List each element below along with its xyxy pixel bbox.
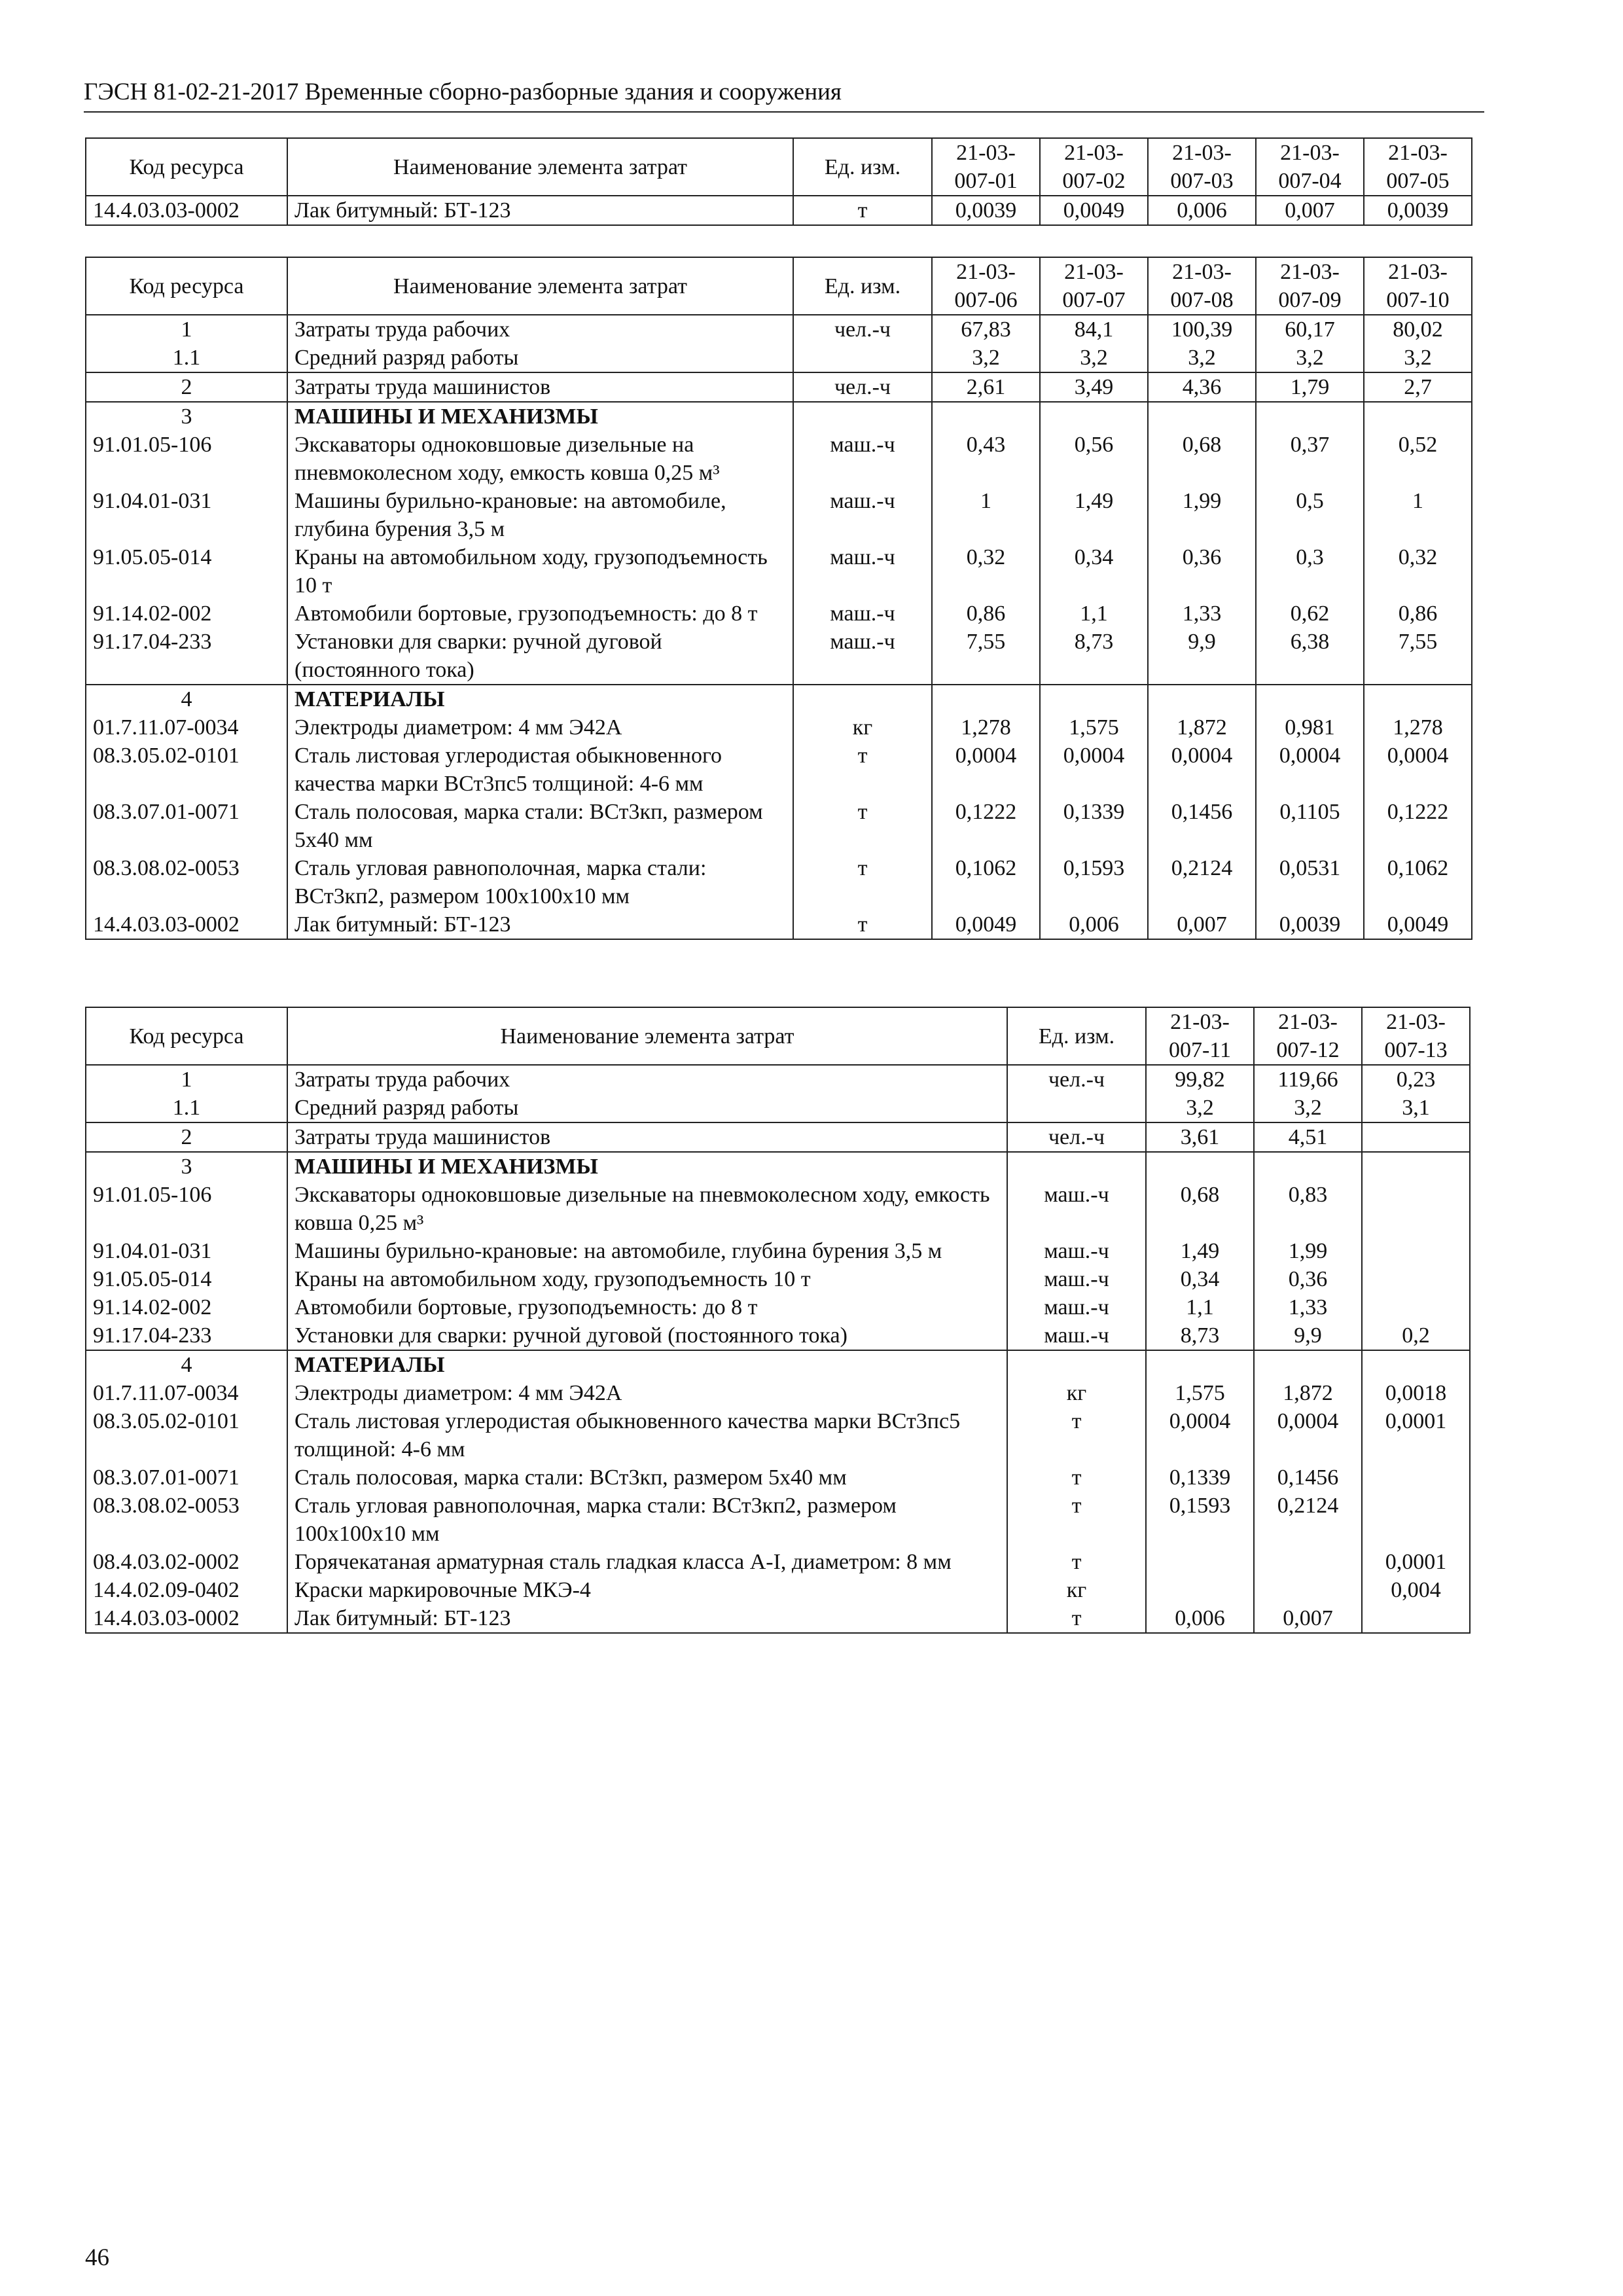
resource-name-cell: Сталь угловая равнополочная, марка стали: ВСт3кп2, размером 100х100х10 мм	[287, 854, 793, 910]
value-cell: 0,1222	[932, 798, 1040, 854]
resource-name-cell: Сталь листовая углеродистая обыкновенного качества марки ВСт3пс5 толщиной: 4-6 мм	[287, 742, 793, 798]
value-cell: 0,0001	[1362, 1407, 1470, 1463]
value-cell: 3,2	[1254, 1094, 1362, 1122]
value-cell: 1,1	[1146, 1293, 1254, 1321]
col-header-code: Код ресурса	[86, 257, 287, 315]
resource-code-cell: 91.04.01-031	[86, 487, 287, 543]
col-header-norm-code: 21-03- 007-11	[1146, 1007, 1254, 1065]
value-cell: 0,0039	[1256, 910, 1364, 939]
value-cell: 0,0049	[1364, 910, 1472, 939]
unit-cell: кг	[1007, 1379, 1146, 1407]
unit-cell: маш.-ч	[1007, 1181, 1146, 1237]
value-cell	[1362, 1265, 1470, 1293]
table-row	[86, 713, 1472, 742]
col-header-unit: Ед. изм.	[793, 138, 932, 196]
col-header-norm-code: 21-03- 007-05	[1364, 138, 1472, 196]
value-cell	[1146, 1548, 1254, 1576]
table-row	[86, 1548, 1470, 1576]
col-header-name: Наименование элемента затрат	[287, 1007, 1007, 1065]
resource-name-cell: Машины бурильно-крановые: на автомобиле, глубина бурения 3,5 м	[287, 487, 793, 543]
value-cell: 9,9	[1148, 628, 1256, 685]
resource-code-cell: 08.3.05.02-0101	[86, 1407, 287, 1463]
value-cell: 2,61	[932, 372, 1040, 402]
table-row	[86, 1463, 1470, 1492]
value-cell: 119,66	[1254, 1065, 1362, 1094]
col-header-norm-code: 21-03- 007-02	[1040, 138, 1148, 196]
value-cell	[1364, 402, 1472, 431]
value-cell: 3,2	[1146, 1094, 1254, 1122]
col-header-norm-code: 21-03- 007-04	[1256, 138, 1364, 196]
table-row	[86, 402, 1472, 431]
value-cell: 0,1062	[1364, 854, 1472, 910]
value-cell: 6,38	[1256, 628, 1364, 685]
value-cell: 9,9	[1254, 1321, 1362, 1350]
unit-cell: маш.-ч	[1007, 1293, 1146, 1321]
value-cell: 4,51	[1254, 1122, 1362, 1152]
col-header-unit: Ед. изм.	[1007, 1007, 1146, 1065]
value-cell: 0,0004	[1146, 1407, 1254, 1463]
resource-code-cell: 08.3.07.01-0071	[86, 798, 287, 854]
table-row	[86, 1293, 1470, 1321]
value-cell: 0,83	[1254, 1181, 1362, 1237]
value-cell: 0,0049	[932, 910, 1040, 939]
table-row	[86, 487, 1472, 543]
value-cell: 0,1339	[1040, 798, 1148, 854]
value-cell	[1362, 1492, 1470, 1548]
resource-name-cell: Сталь полосовая, марка стали: ВСт3кп, размером 5х40 мм	[287, 1463, 1007, 1492]
table-row	[86, 685, 1472, 713]
value-cell: 60,17	[1256, 315, 1364, 344]
value-cell: 8,73	[1146, 1321, 1254, 1350]
value-cell: 1,99	[1148, 487, 1256, 543]
value-cell: 0,1456	[1254, 1463, 1362, 1492]
value-cell	[1040, 685, 1148, 713]
resource-name-cell: Краны на автомобильном ходу, грузоподъемность 10 т	[287, 543, 793, 600]
resource-name-cell: Средний разряд работы	[287, 1094, 1007, 1122]
resource-name-cell: Электроды диаметром: 4 мм Э42А	[287, 1379, 1007, 1407]
table-row	[86, 1576, 1470, 1604]
value-cell	[1146, 1576, 1254, 1604]
value-cell	[1148, 685, 1256, 713]
value-cell: 1,575	[1146, 1379, 1254, 1407]
unit-cell: т	[1007, 1604, 1146, 1633]
table-row	[86, 1350, 1470, 1379]
value-cell: 3,1	[1362, 1094, 1470, 1122]
value-cell: 99,82	[1146, 1065, 1254, 1094]
resource-code-cell: 91.05.05-014	[86, 1265, 287, 1293]
resource-name-cell: Сталь угловая равнополочная, марка стали: ВСт3кп2, размером 100х100х10 мм	[287, 1492, 1007, 1548]
table-row	[86, 431, 1472, 487]
resource-code-cell: 91.01.05-106	[86, 1181, 287, 1237]
value-cell: 0,1222	[1364, 798, 1472, 854]
value-cell	[1040, 402, 1148, 431]
value-cell: 0,0001	[1362, 1548, 1470, 1576]
value-cell: 0,32	[932, 543, 1040, 600]
resource-name-cell: Установки для сварки: ручной дуговой (постоянного тока)	[287, 628, 793, 685]
table-row	[86, 1604, 1470, 1633]
value-cell: 67,83	[932, 315, 1040, 344]
resource-name-cell: Затраты труда машинистов	[287, 1122, 1007, 1152]
resource-code-cell: 1.1	[86, 1094, 287, 1122]
value-cell	[932, 685, 1040, 713]
value-cell	[1362, 1122, 1470, 1152]
value-cell: 0,0004	[1148, 742, 1256, 798]
resource-code-cell: 91.14.02-002	[86, 1293, 287, 1321]
value-cell: 3,2	[1364, 344, 1472, 372]
resource-name-cell: Лак битумный: БТ-123	[287, 910, 793, 939]
resource-code-cell: 2	[86, 1122, 287, 1152]
value-cell: 8,73	[1040, 628, 1148, 685]
value-cell	[1362, 1350, 1470, 1379]
resource-code-cell: 91.17.04-233	[86, 1321, 287, 1350]
resource-name-cell: Лак битумный: БТ-123	[287, 1604, 1007, 1633]
resource-code-cell: 4	[86, 1350, 287, 1379]
table-row	[86, 742, 1472, 798]
value-cell: 0,0004	[1256, 742, 1364, 798]
value-cell	[1146, 1152, 1254, 1181]
value-cell: 1,575	[1040, 713, 1148, 742]
value-cell: 1	[1364, 487, 1472, 543]
value-cell: 0,86	[932, 600, 1040, 628]
value-cell: 7,55	[932, 628, 1040, 685]
value-cell: 0,56	[1040, 431, 1148, 487]
resource-code-cell: 1	[86, 1065, 287, 1094]
table-row	[86, 600, 1472, 628]
resource-code-cell: 08.3.08.02-0053	[86, 854, 287, 910]
resource-code-cell: 91.17.04-233	[86, 628, 287, 685]
value-cell: 3,49	[1040, 372, 1148, 402]
unit-cell: чел.-ч	[1007, 1065, 1146, 1094]
value-cell: 3,2	[932, 344, 1040, 372]
resource-name-cell: Экскаваторы одноковшовые дизельные на пневмоколесном ходу, емкость ковша 0,25 м³	[287, 1181, 1007, 1237]
value-cell	[1148, 402, 1256, 431]
resource-name-cell: МАШИНЫ И МЕХАНИЗМЫ	[287, 1152, 1007, 1181]
value-cell: 4,36	[1148, 372, 1256, 402]
resource-name-cell: МАТЕРИАЛЫ	[287, 1350, 1007, 1379]
col-header-norm-code: 21-03- 007-06	[932, 257, 1040, 315]
value-cell: 3,2	[1148, 344, 1256, 372]
value-cell: 0,2	[1362, 1321, 1470, 1350]
table-row	[86, 1122, 1470, 1152]
value-cell: 0,1339	[1146, 1463, 1254, 1492]
resource-code-cell: 08.3.07.01-0071	[86, 1463, 287, 1492]
table-row	[86, 1407, 1470, 1463]
value-cell: 0,1456	[1148, 798, 1256, 854]
value-cell: 80,02	[1364, 315, 1472, 344]
resource-table-2	[85, 257, 1472, 940]
value-cell: 3,61	[1146, 1122, 1254, 1152]
resource-code-cell: 08.3.05.02-0101	[86, 742, 287, 798]
value-cell: 0,007	[1256, 196, 1364, 225]
table-row	[86, 315, 1472, 344]
unit-cell: т	[1007, 1407, 1146, 1463]
value-cell: 0,68	[1148, 431, 1256, 487]
unit-cell: т	[793, 742, 932, 798]
table-row	[86, 1379, 1470, 1407]
table-row	[86, 854, 1472, 910]
value-cell: 0,0531	[1256, 854, 1364, 910]
value-cell: 1,49	[1040, 487, 1148, 543]
col-header-norm-code: 21-03- 007-09	[1256, 257, 1364, 315]
resource-code-cell: 3	[86, 1152, 287, 1181]
value-cell	[1254, 1548, 1362, 1576]
resource-code-cell: 01.7.11.07-0034	[86, 1379, 287, 1407]
value-cell: 0,0049	[1040, 196, 1148, 225]
resource-name-cell: МАТЕРИАЛЫ	[287, 685, 793, 713]
resource-code-cell: 08.4.03.02-0002	[86, 1548, 287, 1576]
unit-cell: чел.-ч	[1007, 1122, 1146, 1152]
value-cell: 0,37	[1256, 431, 1364, 487]
value-cell: 1,278	[1364, 713, 1472, 742]
unit-cell	[793, 344, 932, 372]
value-cell: 0,006	[1146, 1604, 1254, 1633]
col-header-norm-code: 21-03- 007-01	[932, 138, 1040, 196]
col-header-unit: Ед. изм.	[793, 257, 932, 315]
table-row	[86, 910, 1472, 939]
resource-name-cell: Сталь полосовая, марка стали: ВСт3кп, размером 5х40 мм	[287, 798, 793, 854]
value-cell: 0,0039	[1364, 196, 1472, 225]
value-cell	[1254, 1152, 1362, 1181]
table-row	[86, 1492, 1470, 1548]
unit-cell: чел.-ч	[793, 372, 932, 402]
unit-cell: маш.-ч	[793, 487, 932, 543]
resource-code-cell: 91.14.02-002	[86, 600, 287, 628]
resource-code-cell: 1	[86, 315, 287, 344]
value-cell	[1362, 1152, 1470, 1181]
table-row	[86, 1152, 1470, 1181]
table-row	[86, 543, 1472, 600]
value-cell: 0,004	[1362, 1576, 1470, 1604]
value-cell: 1,33	[1148, 600, 1256, 628]
col-header-norm-code: 21-03- 007-03	[1148, 138, 1256, 196]
value-cell: 0,32	[1364, 543, 1472, 600]
unit-cell: т	[1007, 1463, 1146, 1492]
unit-cell: кг	[793, 713, 932, 742]
value-cell: 0,0004	[1254, 1407, 1362, 1463]
resource-code-cell: 14.4.02.09-0402	[86, 1576, 287, 1604]
value-cell: 0,007	[1254, 1604, 1362, 1633]
resource-name-cell: Краны на автомобильном ходу, грузоподъемность 10 т	[287, 1265, 1007, 1293]
unit-cell: т	[793, 196, 932, 225]
table-row	[86, 628, 1472, 685]
value-cell: 1,872	[1148, 713, 1256, 742]
unit-cell: маш.-ч	[793, 543, 932, 600]
value-cell: 0,1593	[1146, 1492, 1254, 1548]
value-cell	[1362, 1237, 1470, 1265]
value-cell	[1146, 1350, 1254, 1379]
col-header-name: Наименование элемента затрат	[287, 138, 793, 196]
unit-cell: кг	[1007, 1576, 1146, 1604]
unit-cell: маш.-ч	[793, 431, 932, 487]
unit-cell: т	[793, 854, 932, 910]
resource-name-cell: Автомобили бортовые, грузоподъемность: до 8 т	[287, 600, 793, 628]
value-cell: 1,33	[1254, 1293, 1362, 1321]
value-cell: 3,2	[1256, 344, 1364, 372]
value-cell: 1,49	[1146, 1237, 1254, 1265]
value-cell: 0,1593	[1040, 854, 1148, 910]
resource-name-cell: Затраты труда рабочих	[287, 315, 793, 344]
table-row	[86, 1065, 1470, 1094]
value-cell	[1362, 1293, 1470, 1321]
table-row	[86, 1094, 1470, 1122]
value-cell	[1254, 1350, 1362, 1379]
unit-cell: т	[793, 910, 932, 939]
resource-code-cell: 91.04.01-031	[86, 1237, 287, 1265]
value-cell: 0,0004	[1364, 742, 1472, 798]
col-header-name: Наименование элемента затрат	[287, 257, 793, 315]
resource-code-cell: 91.05.05-014	[86, 543, 287, 600]
value-cell: 0,34	[1040, 543, 1148, 600]
value-cell: 7,55	[1364, 628, 1472, 685]
value-cell: 0,007	[1148, 910, 1256, 939]
table-row	[86, 196, 1472, 225]
value-cell: 0,2124	[1148, 854, 1256, 910]
value-cell: 100,39	[1148, 315, 1256, 344]
resource-code-cell: 91.01.05-106	[86, 431, 287, 487]
unit-cell	[1007, 1094, 1146, 1122]
resource-name-cell: Горячекатаная арматурная сталь гладкая класса А-I, диаметром: 8 мм	[287, 1548, 1007, 1576]
resource-name-cell: Средний разряд работы	[287, 344, 793, 372]
resource-code-cell: 14.4.03.03-0002	[86, 910, 287, 939]
resource-name-cell: Установки для сварки: ручной дуговой (постоянного тока)	[287, 1321, 1007, 1350]
unit-cell	[793, 685, 932, 713]
value-cell: 0,0004	[932, 742, 1040, 798]
col-header-norm-code: 21-03- 007-12	[1254, 1007, 1362, 1065]
resource-name-cell: Затраты труда машинистов	[287, 372, 793, 402]
value-cell	[1256, 685, 1364, 713]
table-row	[86, 1265, 1470, 1293]
table-row	[86, 798, 1472, 854]
unit-cell: маш.-ч	[1007, 1237, 1146, 1265]
value-cell: 0,0039	[932, 196, 1040, 225]
resource-code-cell: 08.3.08.02-0053	[86, 1492, 287, 1548]
resource-code-cell: 01.7.11.07-0034	[86, 713, 287, 742]
table-row	[86, 344, 1472, 372]
value-cell: 0,1105	[1256, 798, 1364, 854]
unit-cell: маш.-ч	[1007, 1265, 1146, 1293]
value-cell: 1,278	[932, 713, 1040, 742]
value-cell: 0,52	[1364, 431, 1472, 487]
value-cell: 0,0004	[1040, 742, 1148, 798]
resource-name-cell: Экскаваторы одноковшовые дизельные на пневмоколесном ходу, емкость ковша 0,25 м³	[287, 431, 793, 487]
value-cell: 0,36	[1148, 543, 1256, 600]
value-cell: 0,006	[1148, 196, 1256, 225]
value-cell: 0,34	[1146, 1265, 1254, 1293]
resource-name-cell: Краски маркировочные МКЭ-4	[287, 1576, 1007, 1604]
page-number: 46	[85, 2244, 109, 2271]
resource-name-cell: МАШИНЫ И МЕХАНИЗМЫ	[287, 402, 793, 431]
unit-cell	[1007, 1152, 1146, 1181]
value-cell: 84,1	[1040, 315, 1148, 344]
resource-name-cell: Лак битумный: БТ-123	[287, 196, 793, 225]
value-cell: 0,5	[1256, 487, 1364, 543]
unit-cell	[1007, 1350, 1146, 1379]
col-header-norm-code: 21-03- 007-08	[1148, 257, 1256, 315]
value-cell: 0,43	[932, 431, 1040, 487]
unit-cell: маш.-ч	[793, 628, 932, 685]
unit-cell: чел.-ч	[793, 315, 932, 344]
page-header: ГЭСН 81-02-21-2017 Временные сборно-разборные здания и сооружения	[84, 77, 1484, 113]
resource-code-cell: 14.4.03.03-0002	[86, 1604, 287, 1633]
value-cell	[1362, 1181, 1470, 1237]
resource-code-cell: 4	[86, 685, 287, 713]
resource-name-cell: Сталь листовая углеродистая обыкновенного качества марки ВСт3пс5 толщиной: 4-6 мм	[287, 1407, 1007, 1463]
value-cell: 0,006	[1040, 910, 1148, 939]
unit-cell: маш.-ч	[1007, 1321, 1146, 1350]
col-header-norm-code: 21-03- 007-13	[1362, 1007, 1470, 1065]
col-header-norm-code: 21-03- 007-07	[1040, 257, 1148, 315]
value-cell	[932, 402, 1040, 431]
value-cell: 0,62	[1256, 600, 1364, 628]
value-cell	[1254, 1576, 1362, 1604]
unit-cell: т	[1007, 1492, 1146, 1548]
value-cell	[1362, 1604, 1470, 1633]
resource-name-cell: Машины бурильно-крановые: на автомобиле, глубина бурения 3,5 м	[287, 1237, 1007, 1265]
resource-code-cell: 1.1	[86, 344, 287, 372]
value-cell: 0,86	[1364, 600, 1472, 628]
col-header-norm-code: 21-03- 007-10	[1364, 257, 1472, 315]
value-cell	[1362, 1463, 1470, 1492]
unit-cell: маш.-ч	[793, 600, 932, 628]
value-cell: 1,79	[1256, 372, 1364, 402]
resource-code-cell: 14.4.03.03-0002	[86, 196, 287, 225]
value-cell	[1256, 402, 1364, 431]
value-cell: 0,0018	[1362, 1379, 1470, 1407]
value-cell: 0,23	[1362, 1065, 1470, 1094]
table-row	[86, 1181, 1470, 1237]
resource-name-cell: Электроды диаметром: 4 мм Э42А	[287, 713, 793, 742]
resource-code-cell: 2	[86, 372, 287, 402]
table-row	[86, 1321, 1470, 1350]
unit-cell: т	[1007, 1548, 1146, 1576]
col-header-code: Код ресурса	[86, 138, 287, 196]
value-cell: 0,1062	[932, 854, 1040, 910]
value-cell: 0,3	[1256, 543, 1364, 600]
value-cell: 1,1	[1040, 600, 1148, 628]
resource-table-1	[85, 137, 1472, 226]
value-cell: 0,68	[1146, 1181, 1254, 1237]
value-cell: 0,36	[1254, 1265, 1362, 1293]
value-cell: 2,7	[1364, 372, 1472, 402]
resource-name-cell: Затраты труда рабочих	[287, 1065, 1007, 1094]
value-cell: 0,981	[1256, 713, 1364, 742]
value-cell: 1,872	[1254, 1379, 1362, 1407]
value-cell: 1,99	[1254, 1237, 1362, 1265]
table-row	[86, 1237, 1470, 1265]
resource-name-cell: Автомобили бортовые, грузоподъемность: до 8 т	[287, 1293, 1007, 1321]
resource-code-cell: 3	[86, 402, 287, 431]
value-cell: 1	[932, 487, 1040, 543]
col-header-code: Код ресурса	[86, 1007, 287, 1065]
unit-cell	[793, 402, 932, 431]
value-cell	[1364, 685, 1472, 713]
resource-table-3	[85, 1007, 1471, 1634]
table-row	[86, 372, 1472, 402]
value-cell: 0,2124	[1254, 1492, 1362, 1548]
unit-cell: т	[793, 798, 932, 854]
value-cell: 3,2	[1040, 344, 1148, 372]
